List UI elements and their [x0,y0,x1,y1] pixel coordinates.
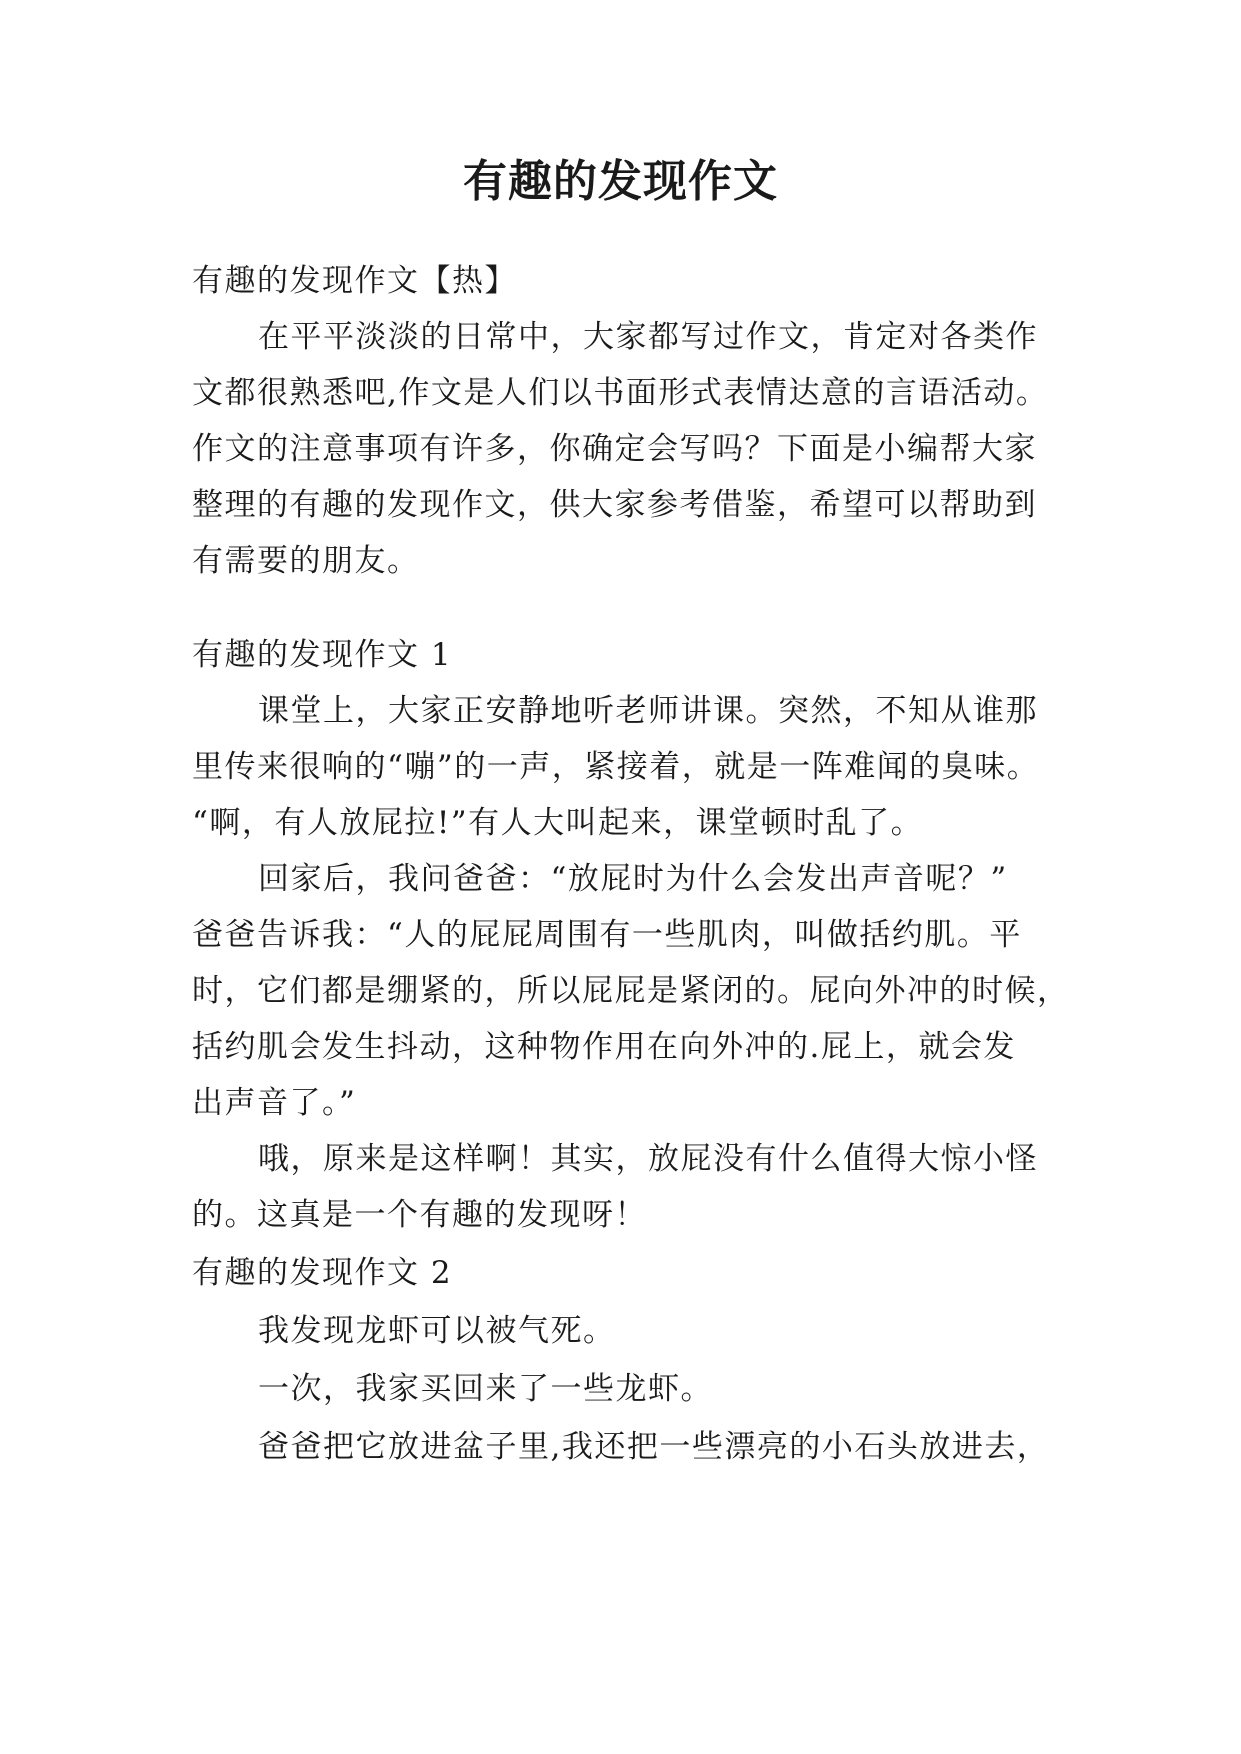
paragraph-line: 作文的注意事项有许多，你确定会写吗？下面是小编帮大家 [192,431,1037,467]
paragraph-line: 哦，原来是这样啊！其实，放屁没有什么值得大惊小怪 [258,1141,1038,1177]
paragraph-line: 课堂上，大家正安静地听老师讲课。突然，不知从谁那 [258,693,1038,729]
paragraph-line: 括约肌会发生抖动，这种物作用在向外冲的.屁上，就会发 [192,1029,1016,1065]
paragraph-line: “啊，有人放屁拉!”有人大叫起来，课堂顿时乱了。 [192,805,924,841]
paragraph-line: 爸爸告诉我：“人的屁屁周围有一些肌肉，叫做括约肌。平 [192,917,1022,953]
document-title: 有趣的发现作文 [463,156,778,207]
paragraph-line: 有需要的朋友。 [192,543,420,579]
paragraph-line: 出声音了。” [192,1085,357,1121]
paragraph-line: 文都很熟悉吧,作文是人们以书面形式表情达意的言语活动。 [192,375,1049,411]
paragraph-line: 回家后，我问爸爸：“放屁时为什么会发出声音呢？” [258,861,1008,897]
paragraph-line: 在平平淡淡的日常中，大家都写过作文，肯定对各类作 [258,319,1038,355]
paragraph-line: 爸爸把它放进盆子里,我还把一些漂亮的小石头放进去， [258,1429,1050,1465]
paragraph-line: 我发现龙虾可以被气死。 [258,1313,616,1349]
intro-heading: 有趣的发现作文【热】 [192,263,517,299]
paragraph-line: 整理的有趣的发现作文，供大家参考借鉴，希望可以帮助到 [192,487,1037,523]
section-heading-1: 有趣的发现作文 1 [192,637,453,673]
paragraph-line: 时，它们都是绷紧的，所以屁屁是紧闭的。屁向外冲的时候， [192,973,1070,1009]
section-heading-2: 有趣的发现作文 2 [192,1255,453,1291]
paragraph-line: 里传来很响的“嘣”的一声，紧接着，就是一阵难闻的臭味。 [192,749,1040,785]
paragraph-line: 的。这真是一个有趣的发现呀！ [192,1197,647,1233]
paragraph-line: 一次，我家买回来了一些龙虾。 [258,1371,713,1407]
